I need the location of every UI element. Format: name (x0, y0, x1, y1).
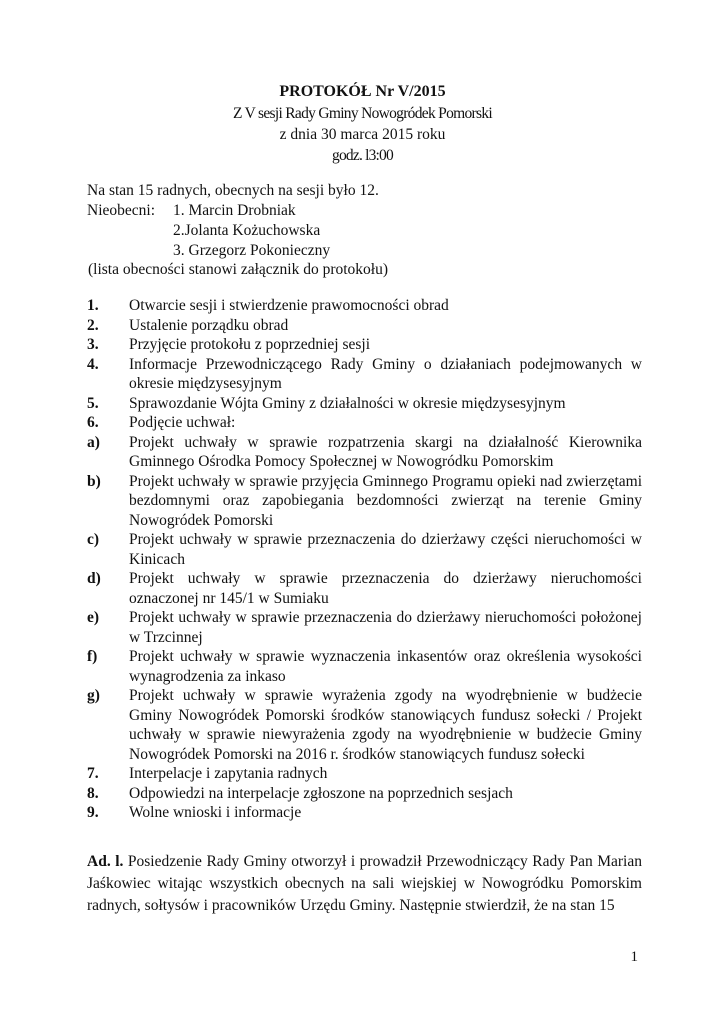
ad-1-text: Posiedzenie Rady Gminy otworzył i prowadził Przewodniczący Rady Pan Marian Jaśkowiec witając wszystkich obecnych na sali wiejskiej w Nowogródku Pomorskim radnych, sołtysów i pracowników Urzędu Gminy. Następnie stwierdził, że na stan 15 (87, 853, 642, 914)
agenda-text: Podjęcie uchwał: (129, 414, 236, 431)
agenda-number: a) (87, 433, 100, 451)
attendance-summary: Na stan 15 radnych, obecnych na sesji było 12. (87, 182, 379, 199)
agenda-text: Sprawozdanie Wójta Gminy z działalności w okresie międzysesyjnym (129, 394, 566, 412)
agenda-text: Ustalenie porządku obrad (129, 316, 289, 334)
agenda-number: 4. (87, 355, 99, 373)
agenda-number: 3. (87, 336, 99, 353)
agenda-text: Informacje Przewodniczącego Rady Gminy o działaniach podejmowanych w okresie międzysesyjnym (129, 355, 642, 392)
agenda-number: 8. (87, 784, 99, 802)
agenda-item (87, 608, 642, 647)
agenda-item (87, 686, 642, 764)
agenda-text: Projekt uchwały w sprawie przeznaczenia do dzierżawy części nieruchomości w Kinicach (129, 531, 642, 568)
agenda-item (87, 394, 642, 414)
ad-1-label: Ad. l. (87, 853, 124, 870)
agenda-number: 2. (87, 316, 99, 334)
attendance-note: (lista obecności stanowi załącznik do protokołu) (88, 261, 389, 278)
agenda-text: Projekt uchwały w sprawie przyjęcia Gminnego Programu opieki nad zwierzętami bezdomnymi oraz zapobiegania bezdomności zwierząt na terenie Gminy Nowogródek Pomorski (129, 472, 642, 529)
session-subtitle: Z V sesji Rady Gminy Nowogródek Pomorski (232, 105, 493, 122)
agenda-number: 9. (87, 804, 99, 821)
agenda-item (87, 530, 642, 569)
agenda-text: Interpelacje i zapytania radnych (129, 765, 328, 782)
agenda-item (87, 472, 642, 531)
agenda-item (87, 784, 642, 804)
agenda-text: Projekt uchwały w sprawie rozpatrzenia skargi na działalność Kierownika Gminnego Ośrodka Pomocy Społecznej w Nowogródku Pomorskim (129, 433, 642, 470)
agenda-item (87, 764, 642, 784)
agenda-text: Projekt uchwały w sprawie przeznaczenia do dzierżawy nieruchomości położonej w Trzcinnej (129, 609, 642, 646)
absent-person: 2.Jolanta Kożuchowska (173, 222, 321, 239)
agenda-number: 5. (87, 394, 99, 412)
document-title: PROTOKÓŁ Nr V/2015 (279, 83, 446, 100)
agenda-number: c) (87, 531, 100, 548)
agenda-number: f) (87, 648, 98, 665)
session-time: godz. l3:00 (332, 147, 393, 164)
agenda-item (87, 316, 642, 336)
agenda-item (87, 335, 642, 355)
agenda-text: Projekt uchwały w sprawie wyrażenia zgody na wyodrębnienie w budżecie Gminy Nowogródek Pomorski środków stanowiących fundusz sołecki / Projekt uchwały w sprawie niewyrażenia zgody na wyodrębnienie w budżecie Gminy Nowogródek Pomorski na 2016 r. środków stanowiących fundusz sołecki (129, 687, 642, 763)
agenda-number: 1. (87, 297, 99, 314)
agenda-text: Wolne wnioski i informacje (129, 804, 302, 821)
agenda-text: Otwarcie sesji i stwierdzenie prawomocności obrad (129, 297, 449, 314)
agenda-item (87, 433, 642, 472)
agenda-number: b) (87, 472, 101, 490)
agenda-item (87, 355, 642, 394)
agenda-item (87, 647, 642, 686)
agenda-list (87, 296, 642, 823)
agenda-number: 7. (87, 765, 99, 782)
agenda-text: Przyjęcie protokołu z poprzedniej sesji (129, 336, 371, 353)
agenda-text: Projekt uchwały w sprawie wyznaczenia inkasentów oraz określenia wysokości wynagrodzenia za inkaso (129, 648, 642, 685)
agenda-text: Projekt uchwały w sprawie przeznaczenia do dzierżawy nieruchomości oznaczonej nr 145/1 w Sumiaku (129, 570, 642, 607)
session-date: z dnia 30 marca 2015 roku (279, 126, 446, 143)
absent-person: 3. Grzegorz Pokonieczny (173, 242, 331, 259)
agenda-text: Odpowiedzi na interpelacje zgłoszone na poprzednich sesjach (129, 784, 513, 802)
agenda-item (87, 413, 642, 433)
agenda-item (87, 803, 642, 823)
page-number: 1 (630, 949, 638, 965)
agenda-item (87, 569, 642, 608)
ad-1-paragraph (87, 851, 642, 917)
agenda-number: e) (87, 609, 100, 626)
absent-label: Nieobecni: (87, 202, 156, 219)
agenda-item (87, 296, 642, 316)
agenda-number: g) (87, 687, 100, 704)
agenda-number: d) (87, 570, 101, 587)
absent-person: 1. Marcin Drobniak (173, 202, 296, 219)
agenda-number: 6. (87, 414, 99, 431)
